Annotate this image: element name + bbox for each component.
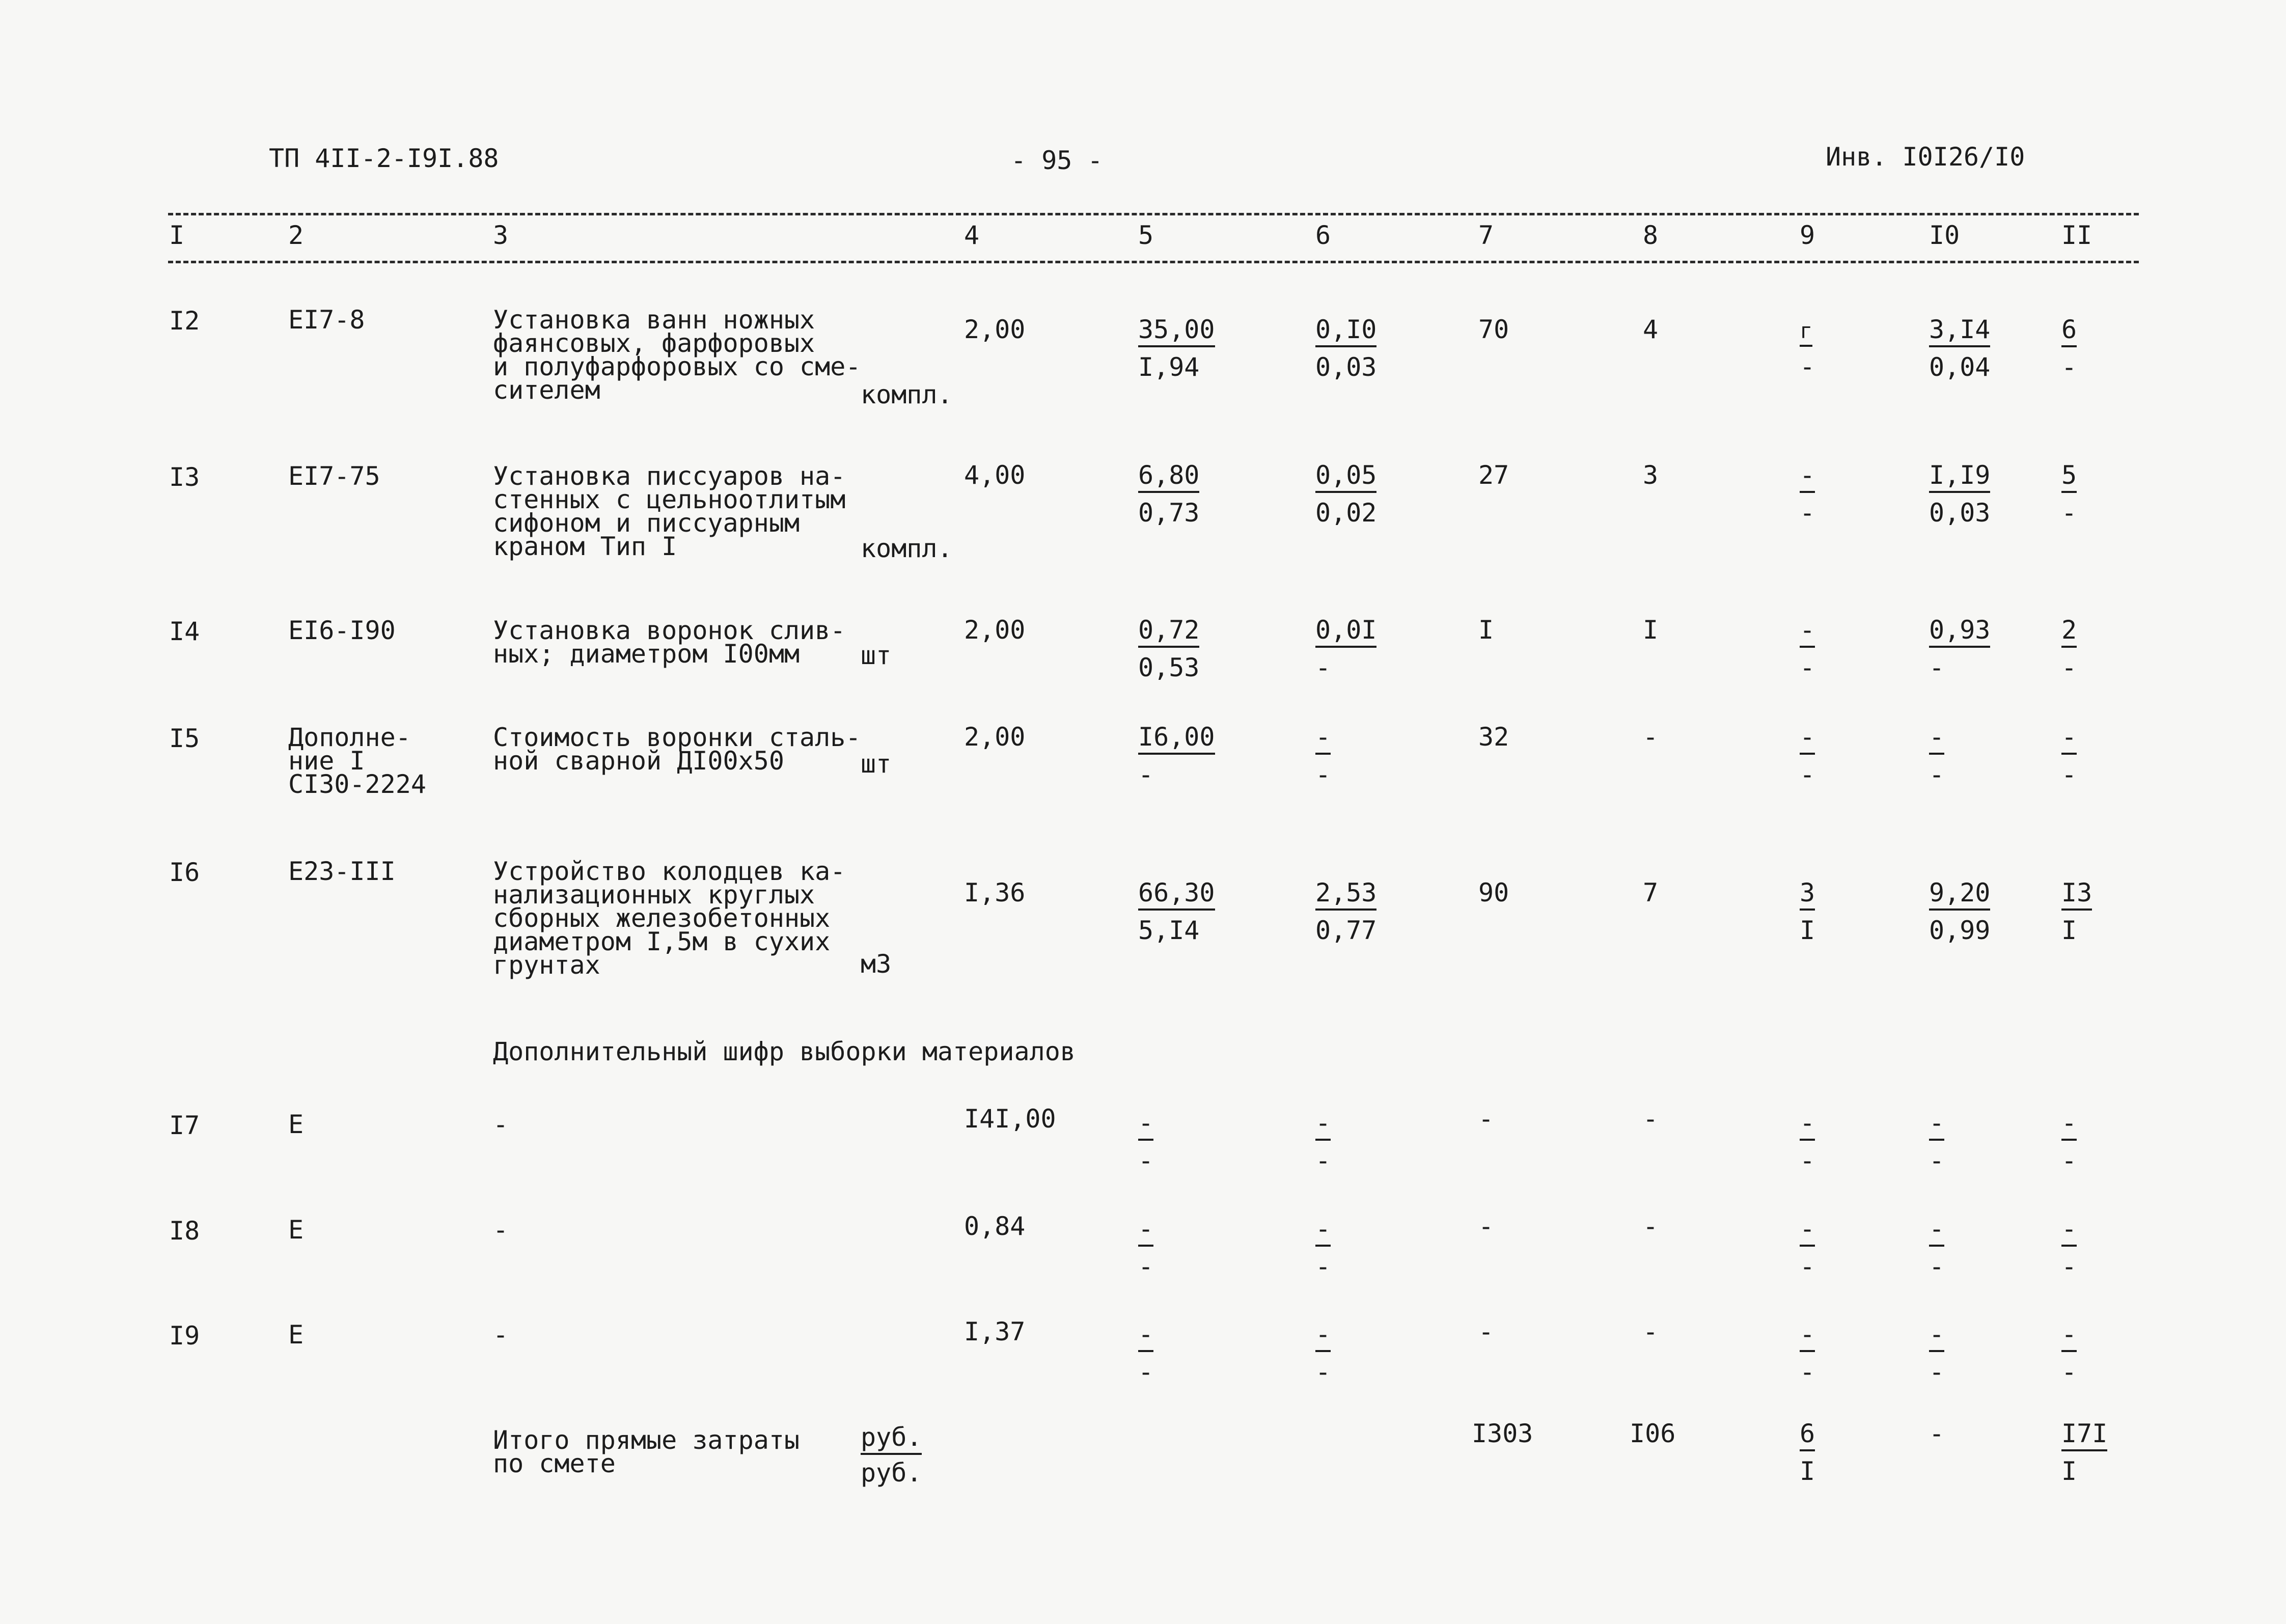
quantity: I,37 <box>964 1317 1026 1346</box>
labour-total: 6 - <box>2061 315 2077 382</box>
wage-cost: - - <box>1315 722 1331 789</box>
labour-unit: - - <box>1929 1108 1945 1175</box>
quantity: 2,00 <box>964 722 1026 752</box>
work-description: - <box>493 1320 509 1350</box>
totals-labour-unit: - <box>1929 1419 1945 1448</box>
row-number: I5 <box>169 724 200 753</box>
wage-cost: $\frac{2,53}{0,77}$ <box>1315 878 1377 945</box>
labour-unit: 0,93 - <box>1929 615 1991 682</box>
labour-unit: - - <box>1929 1214 1945 1281</box>
totals-label: Итого прямые затраты по смете <box>493 1425 800 1478</box>
total-wages: - <box>1643 1212 1659 1241</box>
total-cost: 90 <box>1478 878 1509 907</box>
wage-cost: $\frac{0,05}{0,02}$ <box>1315 460 1377 528</box>
labour-unit: - - <box>1929 722 1945 789</box>
doc-code: ТП 4II-2-I9I.88 <box>269 144 499 173</box>
row-number: I3 <box>169 462 200 492</box>
col-header-6: 6 <box>1315 221 1331 250</box>
wage-cost: $\frac{0,I0}{0,03}$ <box>1315 315 1377 382</box>
row-number: I9 <box>169 1321 200 1351</box>
unit-cost: $\frac{66,30}{5,I4}$ <box>1138 878 1215 945</box>
machine-cost: - - <box>1800 722 1815 789</box>
unit: компл. <box>861 534 953 563</box>
unit-cost: - - <box>1138 1214 1154 1281</box>
rate-code: E <box>288 1110 304 1139</box>
header-rule-top <box>168 213 2139 215</box>
labour-total: - - <box>2061 1108 2077 1175</box>
unit: шт <box>861 749 892 779</box>
totals-machine-cost: $\frac{6}{I}$ <box>1800 1419 1815 1486</box>
row-number: I7 <box>169 1111 200 1140</box>
inventory-number: Инв. I0I26/I0 <box>1826 142 2025 172</box>
unit-cost: $\frac{6,80}{0,73}$ <box>1138 460 1200 528</box>
machine-cost: - - <box>1800 615 1815 682</box>
totals-total-cost: I303 <box>1472 1419 1533 1448</box>
wage-cost: - - <box>1315 1319 1331 1387</box>
total-wages: I <box>1643 615 1659 645</box>
totals-total-wages: I06 <box>1630 1419 1676 1448</box>
col-header-4: 4 <box>964 221 980 250</box>
total-cost: - <box>1478 1212 1494 1241</box>
wage-cost: 0,0I - <box>1315 615 1377 682</box>
unit-cost: $\frac{35,00}{I,94}$ <box>1138 315 1215 382</box>
quantity: 4,00 <box>964 460 1026 490</box>
total-wages: 4 <box>1643 315 1659 344</box>
total-cost: - <box>1478 1317 1494 1346</box>
rate-code: EI7-75 <box>288 461 380 491</box>
labour-unit: $\frac{3,I4}{0,04}$ <box>1929 315 1991 382</box>
row-number: I8 <box>169 1216 200 1246</box>
total-cost: I <box>1478 615 1494 645</box>
work-description: Установка писсуаров на- стенных с цельноотлитым сифоном и писсуарным краном Тип I <box>493 461 846 561</box>
labour-total: - - <box>2061 722 2077 789</box>
unit: компл. <box>861 380 953 409</box>
labour-total: - - <box>2061 1214 2077 1281</box>
row-number: I2 <box>169 306 200 336</box>
col-header-10: I0 <box>1929 221 1960 250</box>
machine-cost: - - <box>1800 460 1815 528</box>
labour-unit: $\frac{9,20}{0,99}$ <box>1929 878 1991 945</box>
unit-cost: - - <box>1138 1108 1154 1175</box>
total-wages: 7 <box>1643 878 1659 907</box>
machine-cost: - - <box>1800 1214 1815 1281</box>
unit: шт <box>861 641 892 670</box>
work-description: - <box>493 1215 509 1245</box>
wage-cost: - - <box>1315 1108 1331 1175</box>
total-cost: 27 <box>1478 460 1509 490</box>
rate-code: E <box>288 1320 304 1350</box>
unit-cost: I6,00 - <box>1138 722 1215 789</box>
row-number: I6 <box>169 858 200 887</box>
quantity: 2,00 <box>964 615 1026 645</box>
col-header-3: 3 <box>493 221 509 250</box>
rate-code: E23-III <box>288 857 396 886</box>
col-header-2: 2 <box>288 221 304 250</box>
total-cost: 32 <box>1478 722 1509 752</box>
work-description: - <box>493 1110 509 1139</box>
work-description: Установка воронок слив- ных; диаметром I00мм <box>493 616 846 669</box>
machine-cost: г - <box>1800 318 1815 381</box>
labour-total: 5 - <box>2061 460 2077 528</box>
machine-cost: $\frac{3}{I}$ <box>1800 878 1815 945</box>
total-wages: - <box>1643 722 1659 752</box>
wage-cost: - - <box>1315 1214 1331 1281</box>
col-header-7: 7 <box>1478 221 1494 250</box>
quantity: I4I,00 <box>964 1104 1056 1134</box>
work-description: Стоимость воронки сталь- ной сварной ДI00x50 <box>493 723 861 776</box>
rate-code: EI7-8 <box>288 305 365 335</box>
quantity: 2,00 <box>964 315 1026 344</box>
col-header-11: II <box>2061 221 2092 250</box>
labour-unit: $\frac{I,I9}{0,03}$ <box>1929 460 1991 528</box>
labour-total: $\frac{I3}{I}$ <box>2061 878 2092 945</box>
rate-code: E <box>288 1215 304 1245</box>
labour-total: 2 - <box>2061 615 2077 682</box>
rate-code: EI6-I90 <box>288 616 396 645</box>
total-wages: 3 <box>1643 460 1659 490</box>
quantity: 0,84 <box>964 1212 1026 1241</box>
col-header-1: I <box>169 221 185 250</box>
col-header-8: 8 <box>1643 221 1659 250</box>
unit-cost: - - <box>1138 1319 1154 1387</box>
col-header-5: 5 <box>1138 221 1154 250</box>
work-description: Устройство колодцев ка- нализационных круглых сборных железобетонных диаметром I,5м в сухих грунтах <box>493 857 846 980</box>
labour-unit: - - <box>1929 1319 1945 1387</box>
machine-cost: - - <box>1800 1319 1815 1387</box>
quantity: I,36 <box>964 878 1026 907</box>
unit-cost: $\frac{0,72}{0,53}$ <box>1138 615 1200 682</box>
labour-total: - - <box>2061 1319 2077 1387</box>
total-cost: 70 <box>1478 315 1509 344</box>
total-wages: - <box>1643 1317 1659 1346</box>
totals-labour-total: $\frac{I7I}{I}$ <box>2061 1419 2108 1486</box>
row-number: I4 <box>169 617 200 646</box>
header-rule-bottom <box>168 261 2139 263</box>
col-header-9: 9 <box>1800 221 1815 250</box>
machine-cost: - - <box>1800 1108 1815 1175</box>
work-description: Установка ванн ножных фаянсовых, фарфоровых и полуфарфоровых со сме- сителем <box>493 305 861 405</box>
total-cost: - <box>1478 1104 1494 1134</box>
rate-code: Дополне- ние I CI30-2224 <box>288 723 426 799</box>
unit: м3 <box>861 949 892 979</box>
total-wages: - <box>1643 1104 1659 1134</box>
page-number: - 95 - <box>1011 146 1103 175</box>
section-title-additional: Дополнительный шифр выборки материалов <box>493 1037 1076 1066</box>
totals-unit: руб. руб. <box>861 1422 922 1488</box>
